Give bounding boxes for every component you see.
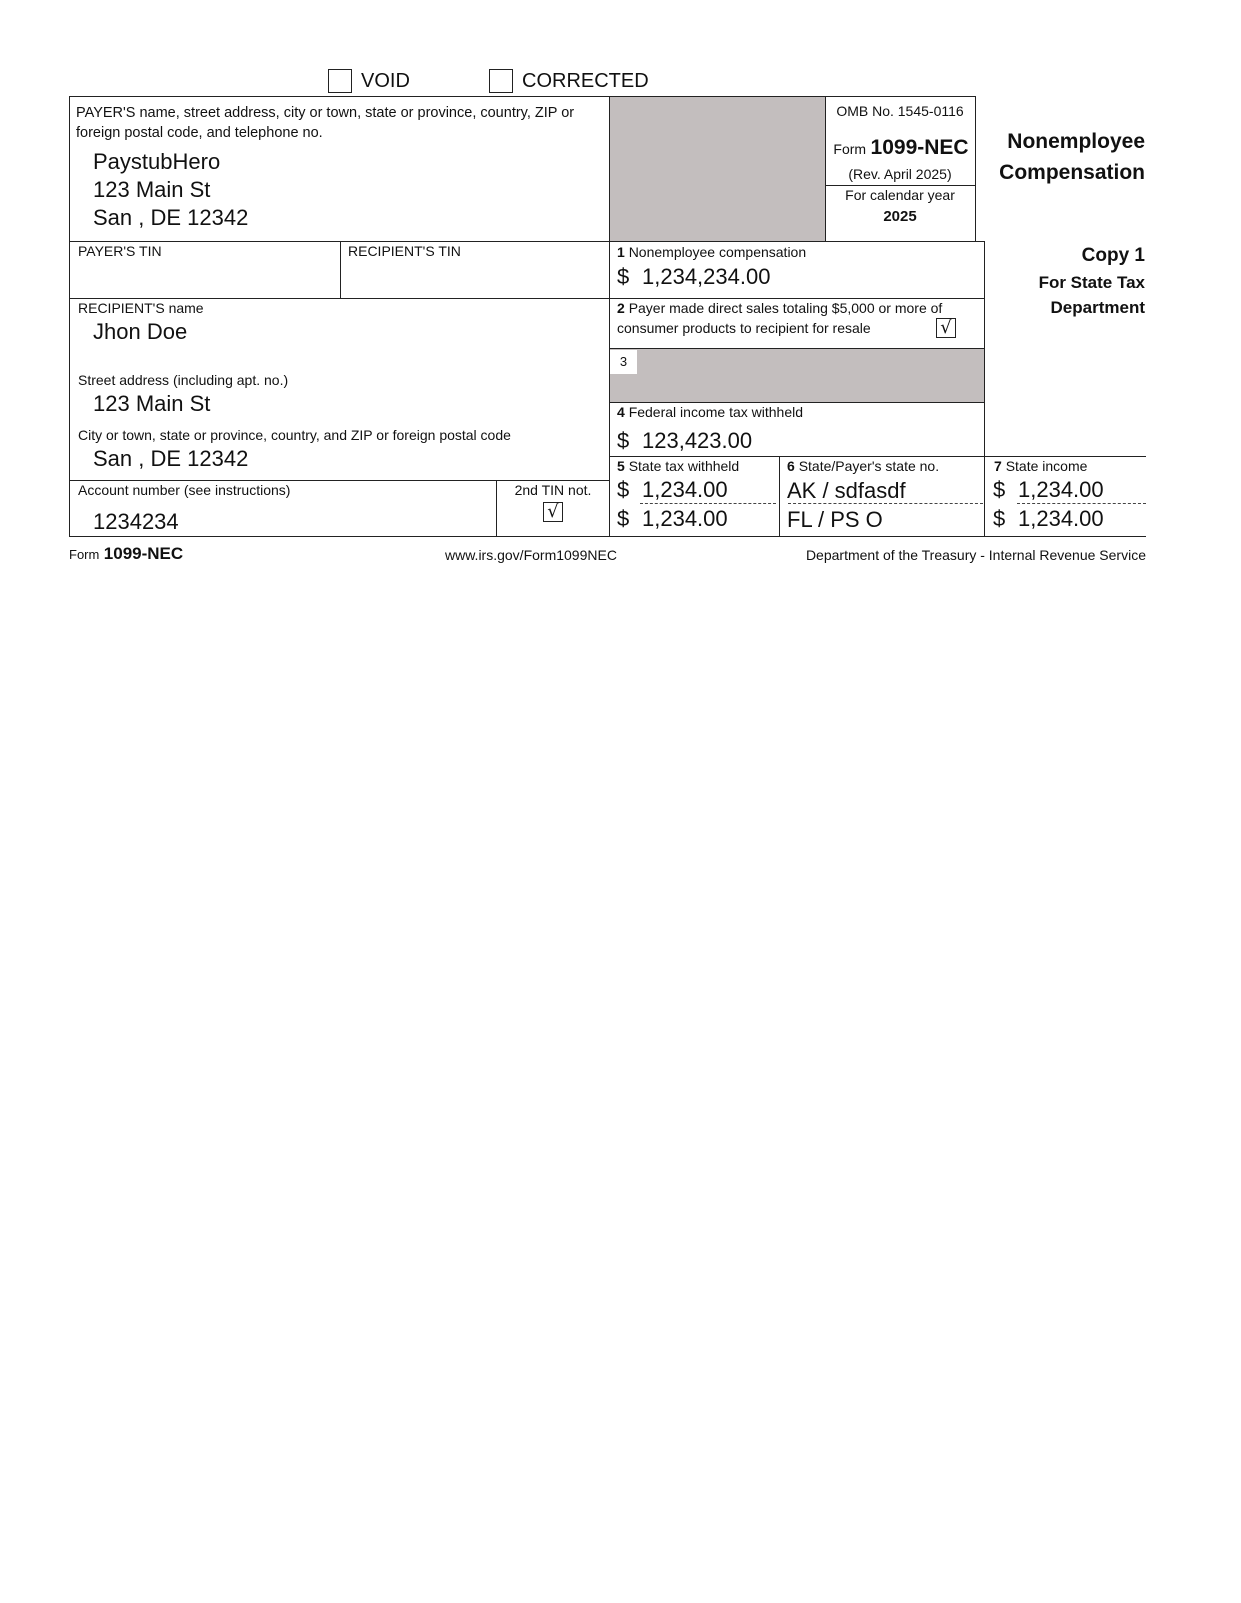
payer-street: 123 Main St <box>93 177 211 202</box>
box2-number: 2 <box>617 300 625 316</box>
box1-dollar: $ <box>617 264 630 289</box>
box3-shaded-area <box>610 348 985 402</box>
payer-tin-field[interactable] <box>72 262 337 294</box>
box1-label-text: Nonemployee compensation <box>628 244 807 260</box>
recipient-tin-label: RECIPIENT'S TIN <box>348 243 461 259</box>
shaded-area-top <box>610 97 825 241</box>
box2-label-line1 <box>617 300 942 317</box>
recipient-tin-field[interactable] <box>343 262 607 294</box>
copy-label: Copy 1 <box>1081 245 1145 266</box>
box6-label-text: State/Payer's state no. <box>798 458 940 474</box>
box7-dollar-1: $ <box>993 477 1006 502</box>
footer-url[interactable]: www.irs.gov/Form1099NEC <box>445 547 617 563</box>
omb-number: OMB No. 1545-0116 <box>836 103 964 119</box>
corrected-checkbox[interactable] <box>489 69 513 93</box>
box6-value-2[interactable]: FL / PS O <box>787 507 883 532</box>
box5-number: 5 <box>617 458 625 474</box>
box4-dollar: $ <box>617 428 630 453</box>
box4-number: 4 <box>617 404 625 420</box>
box3-number: 3 <box>619 354 628 369</box>
box4-label <box>617 404 803 421</box>
box2-label-text: Payer made direct sales totaling $5,000 or more of <box>628 300 943 316</box>
box7-value-1[interactable]: 1,234.00 <box>1018 477 1104 502</box>
form-name-line1: Nonemployee <box>1007 130 1145 153</box>
box5-label-text: State tax withheld <box>628 458 740 474</box>
box5-dollar-2: $ <box>617 506 630 531</box>
box5-value-2[interactable]: 1,234.00 <box>642 506 728 531</box>
form-name-line2: Compensation <box>999 161 1145 184</box>
line-top <box>69 96 976 97</box>
box7-label-text: State income <box>1005 458 1088 474</box>
box5-value-1[interactable]: 1,234.00 <box>642 477 728 502</box>
void-checkbox[interactable] <box>328 69 352 93</box>
recipient-name[interactable]: Jhon Doe <box>93 319 188 344</box>
corrected-label: CORRECTED <box>522 70 649 92</box>
box5-dollar-1: $ <box>617 477 630 502</box>
form-prefix: Form <box>833 141 867 157</box>
footer-form-id <box>69 544 183 564</box>
recipient-city[interactable]: San , DE 12342 <box>93 446 249 471</box>
box7-number: 7 <box>994 458 1002 474</box>
footer-form-number: 1099-NEC <box>103 544 184 563</box>
box6-value-1[interactable]: AK / sdfasdf <box>787 478 906 503</box>
box4-value[interactable]: 123,423.00 <box>642 428 753 453</box>
calendar-year-label: For calendar year <box>845 187 955 203</box>
void-label: VOID <box>361 70 410 92</box>
payer-city: San , DE 12342 <box>93 205 249 230</box>
second-tin-checkbox[interactable]: √ <box>543 502 563 522</box>
box7-value-2[interactable]: 1,234.00 <box>1018 506 1104 531</box>
calendar-year: 2025 <box>883 208 917 225</box>
form-number: 1099-NEC <box>870 136 969 159</box>
box6-number: 6 <box>787 458 795 474</box>
box4-label-text: Federal income tax withheld <box>628 404 803 420</box>
account-number[interactable]: 1234234 <box>93 509 179 534</box>
account-number-label: Account number (see instructions) <box>78 482 291 498</box>
recipient-name-label: RECIPIENT'S name <box>78 300 204 316</box>
box7-dollar-2: $ <box>993 506 1006 531</box>
payer-name: PaystubHero <box>93 149 221 174</box>
box5-label <box>617 458 739 475</box>
copy-purpose-line2: Department <box>1050 298 1145 317</box>
box3-number-tab <box>610 350 637 374</box>
form-title-block <box>826 136 976 160</box>
box2-label-line2: consumer products to recipient for resale <box>617 320 871 336</box>
box1-label <box>617 244 806 261</box>
box6-label <box>787 458 939 475</box>
box2-checkbox[interactable]: √ <box>936 318 956 338</box>
recipient-street-label: Street address (including apt. no.) <box>78 372 289 388</box>
second-tin-label: 2nd TIN not. <box>514 482 592 498</box>
recipient-street[interactable]: 123 Main St <box>93 391 211 416</box>
recipient-city-label: City or town, state or province, country, and ZIP or foreign postal code <box>78 427 511 443</box>
box1-value[interactable]: 1,234,234.00 <box>642 264 771 289</box>
box7-label <box>994 458 1087 475</box>
footer-form-prefix: Form <box>69 547 100 562</box>
box1-number: 1 <box>617 244 625 260</box>
footer-department: Department of the Treasury - Internal Revenue Service <box>805 547 1146 563</box>
payer-label: PAYER'S name, street address, city or town, state or province, country, ZIP or foreign postal code, and telephone no. <box>76 105 575 141</box>
form-revision: (Rev. April 2025) <box>848 166 952 182</box>
payer-tin-label: PAYER'S TIN <box>78 243 162 259</box>
copy-purpose-line1: For State Tax <box>1038 273 1145 292</box>
